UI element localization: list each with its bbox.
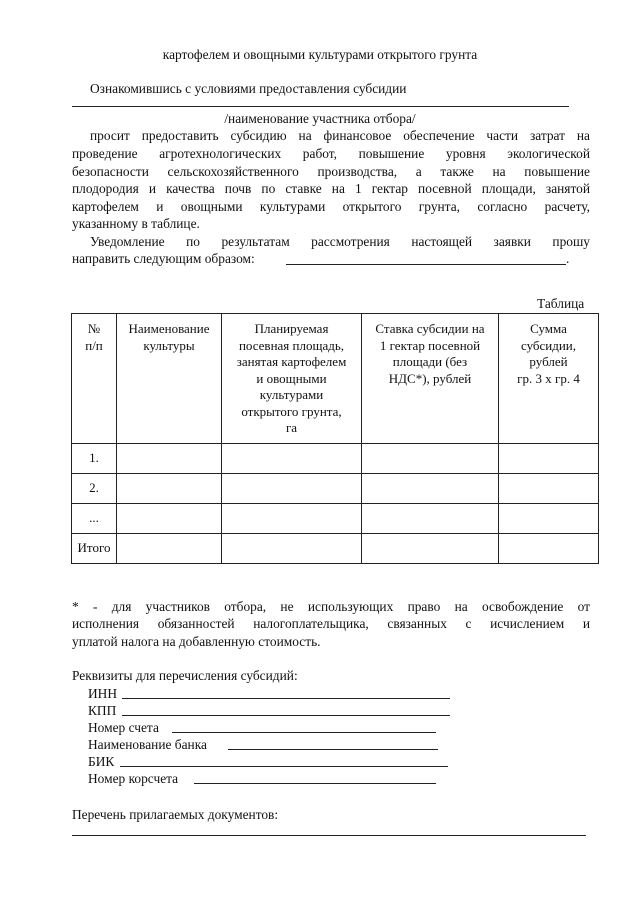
rate-cell[interactable] — [362, 444, 499, 474]
notice-prefix: направить следующим образом: — [72, 251, 255, 266]
kpp-field[interactable] — [122, 715, 450, 716]
area-cell[interactable] — [222, 504, 362, 534]
request-paragraph-line: безопасности сельскохозяйственного производства, а также на повышение — [72, 164, 590, 179]
row-number-cell: ... — [72, 504, 117, 534]
bik-field[interactable] — [120, 766, 448, 767]
requisites-title: Реквизиты для перечисления субсидий: — [72, 668, 298, 683]
culture-cell[interactable] — [117, 474, 222, 504]
sum-cell[interactable] — [499, 504, 599, 534]
corr-account-field[interactable] — [194, 783, 436, 784]
document-title: картофелем и овощными культурами открытого грунта — [162, 47, 478, 62]
account-number-field[interactable] — [172, 732, 436, 733]
table-row — [72, 504, 599, 534]
request-paragraph-line: проведение агротехнологических работ, повышение уровня экологической — [72, 146, 590, 161]
bank-name-label: Наименование банка — [88, 737, 207, 752]
sum-cell[interactable] — [499, 444, 599, 474]
rate-cell[interactable] — [362, 534, 499, 564]
row-number-cell: 1. — [72, 444, 117, 474]
intro-line: Ознакомившись с условиями предоставления субсидии — [90, 81, 407, 96]
inn-field[interactable] — [122, 698, 450, 699]
table-row — [72, 444, 599, 474]
table-header-row — [72, 314, 599, 444]
culture-cell[interactable] — [117, 444, 222, 474]
bank-name-field[interactable] — [228, 749, 438, 750]
footnote-line: * - для участников отбора, не использующих право на освобождение от — [72, 599, 590, 614]
column-header-culture: Наименование культуры — [117, 314, 222, 444]
column-header-rate: Ставка субсидии на 1 гектар посевной площади (без НДС*), рублей — [362, 314, 499, 444]
table-caption: Таблица — [537, 296, 585, 311]
row-number-cell: 2. — [72, 474, 117, 504]
rate-cell[interactable] — [362, 504, 499, 534]
culture-cell[interactable] — [117, 534, 222, 564]
table-total-row — [72, 534, 599, 564]
total-label-cell: Итого — [72, 534, 117, 564]
notice-line: Уведомление по результатам рассмотрения настоящей заявки прошу — [90, 234, 590, 249]
request-paragraph-line: указанному в таблице. — [72, 216, 200, 231]
footnote-line: исполнения обязанностей налогоплательщика, связанных с исчислением и — [72, 616, 590, 631]
area-cell[interactable] — [222, 474, 362, 504]
participant-caption: /наименование участника отбора/ — [224, 111, 416, 126]
sum-cell[interactable] — [499, 474, 599, 504]
request-paragraph-line: картофелем и овощными культурами открытого грунта, согласно расчету, — [72, 199, 590, 214]
column-header-sum: Сумма субсидии, рублей гр. 3 х гр. 4 — [499, 314, 599, 444]
table-row — [72, 474, 599, 504]
sum-cell[interactable] — [499, 534, 599, 564]
documents-title: Перечень прилагаемых документов: — [72, 807, 279, 822]
request-paragraph-line: просит предоставить субсидию на финансовое обеспечение части затрат на — [90, 128, 590, 143]
rate-cell[interactable] — [362, 474, 499, 504]
area-cell[interactable] — [222, 444, 362, 474]
footnote-line: уплатой налога на добавленную стоимость. — [72, 634, 321, 649]
corr-account-label: Номер корсчета — [88, 771, 179, 786]
inn-label: ИНН — [88, 686, 118, 701]
area-cell[interactable] — [222, 534, 362, 564]
documents-field[interactable] — [72, 835, 586, 836]
request-paragraph-line: плодородия и качества почв по ставке на 1 гектар посевной площади, занятой — [72, 181, 590, 196]
notification-method-field[interactable] — [286, 264, 566, 265]
culture-cell[interactable] — [117, 504, 222, 534]
subsidy-table — [71, 313, 599, 564]
participant-name-field[interactable] — [72, 106, 569, 107]
column-header-number: № п/п — [72, 314, 117, 444]
bik-label: БИК — [88, 754, 115, 769]
account-number-label: Номер счета — [88, 720, 159, 735]
kpp-label: КПП — [88, 703, 117, 718]
notice-suffix: . — [566, 251, 570, 266]
column-header-area: Планируемая посевная площадь, занятая картофелем и овощными культурами открытого грунта, га — [222, 314, 362, 444]
